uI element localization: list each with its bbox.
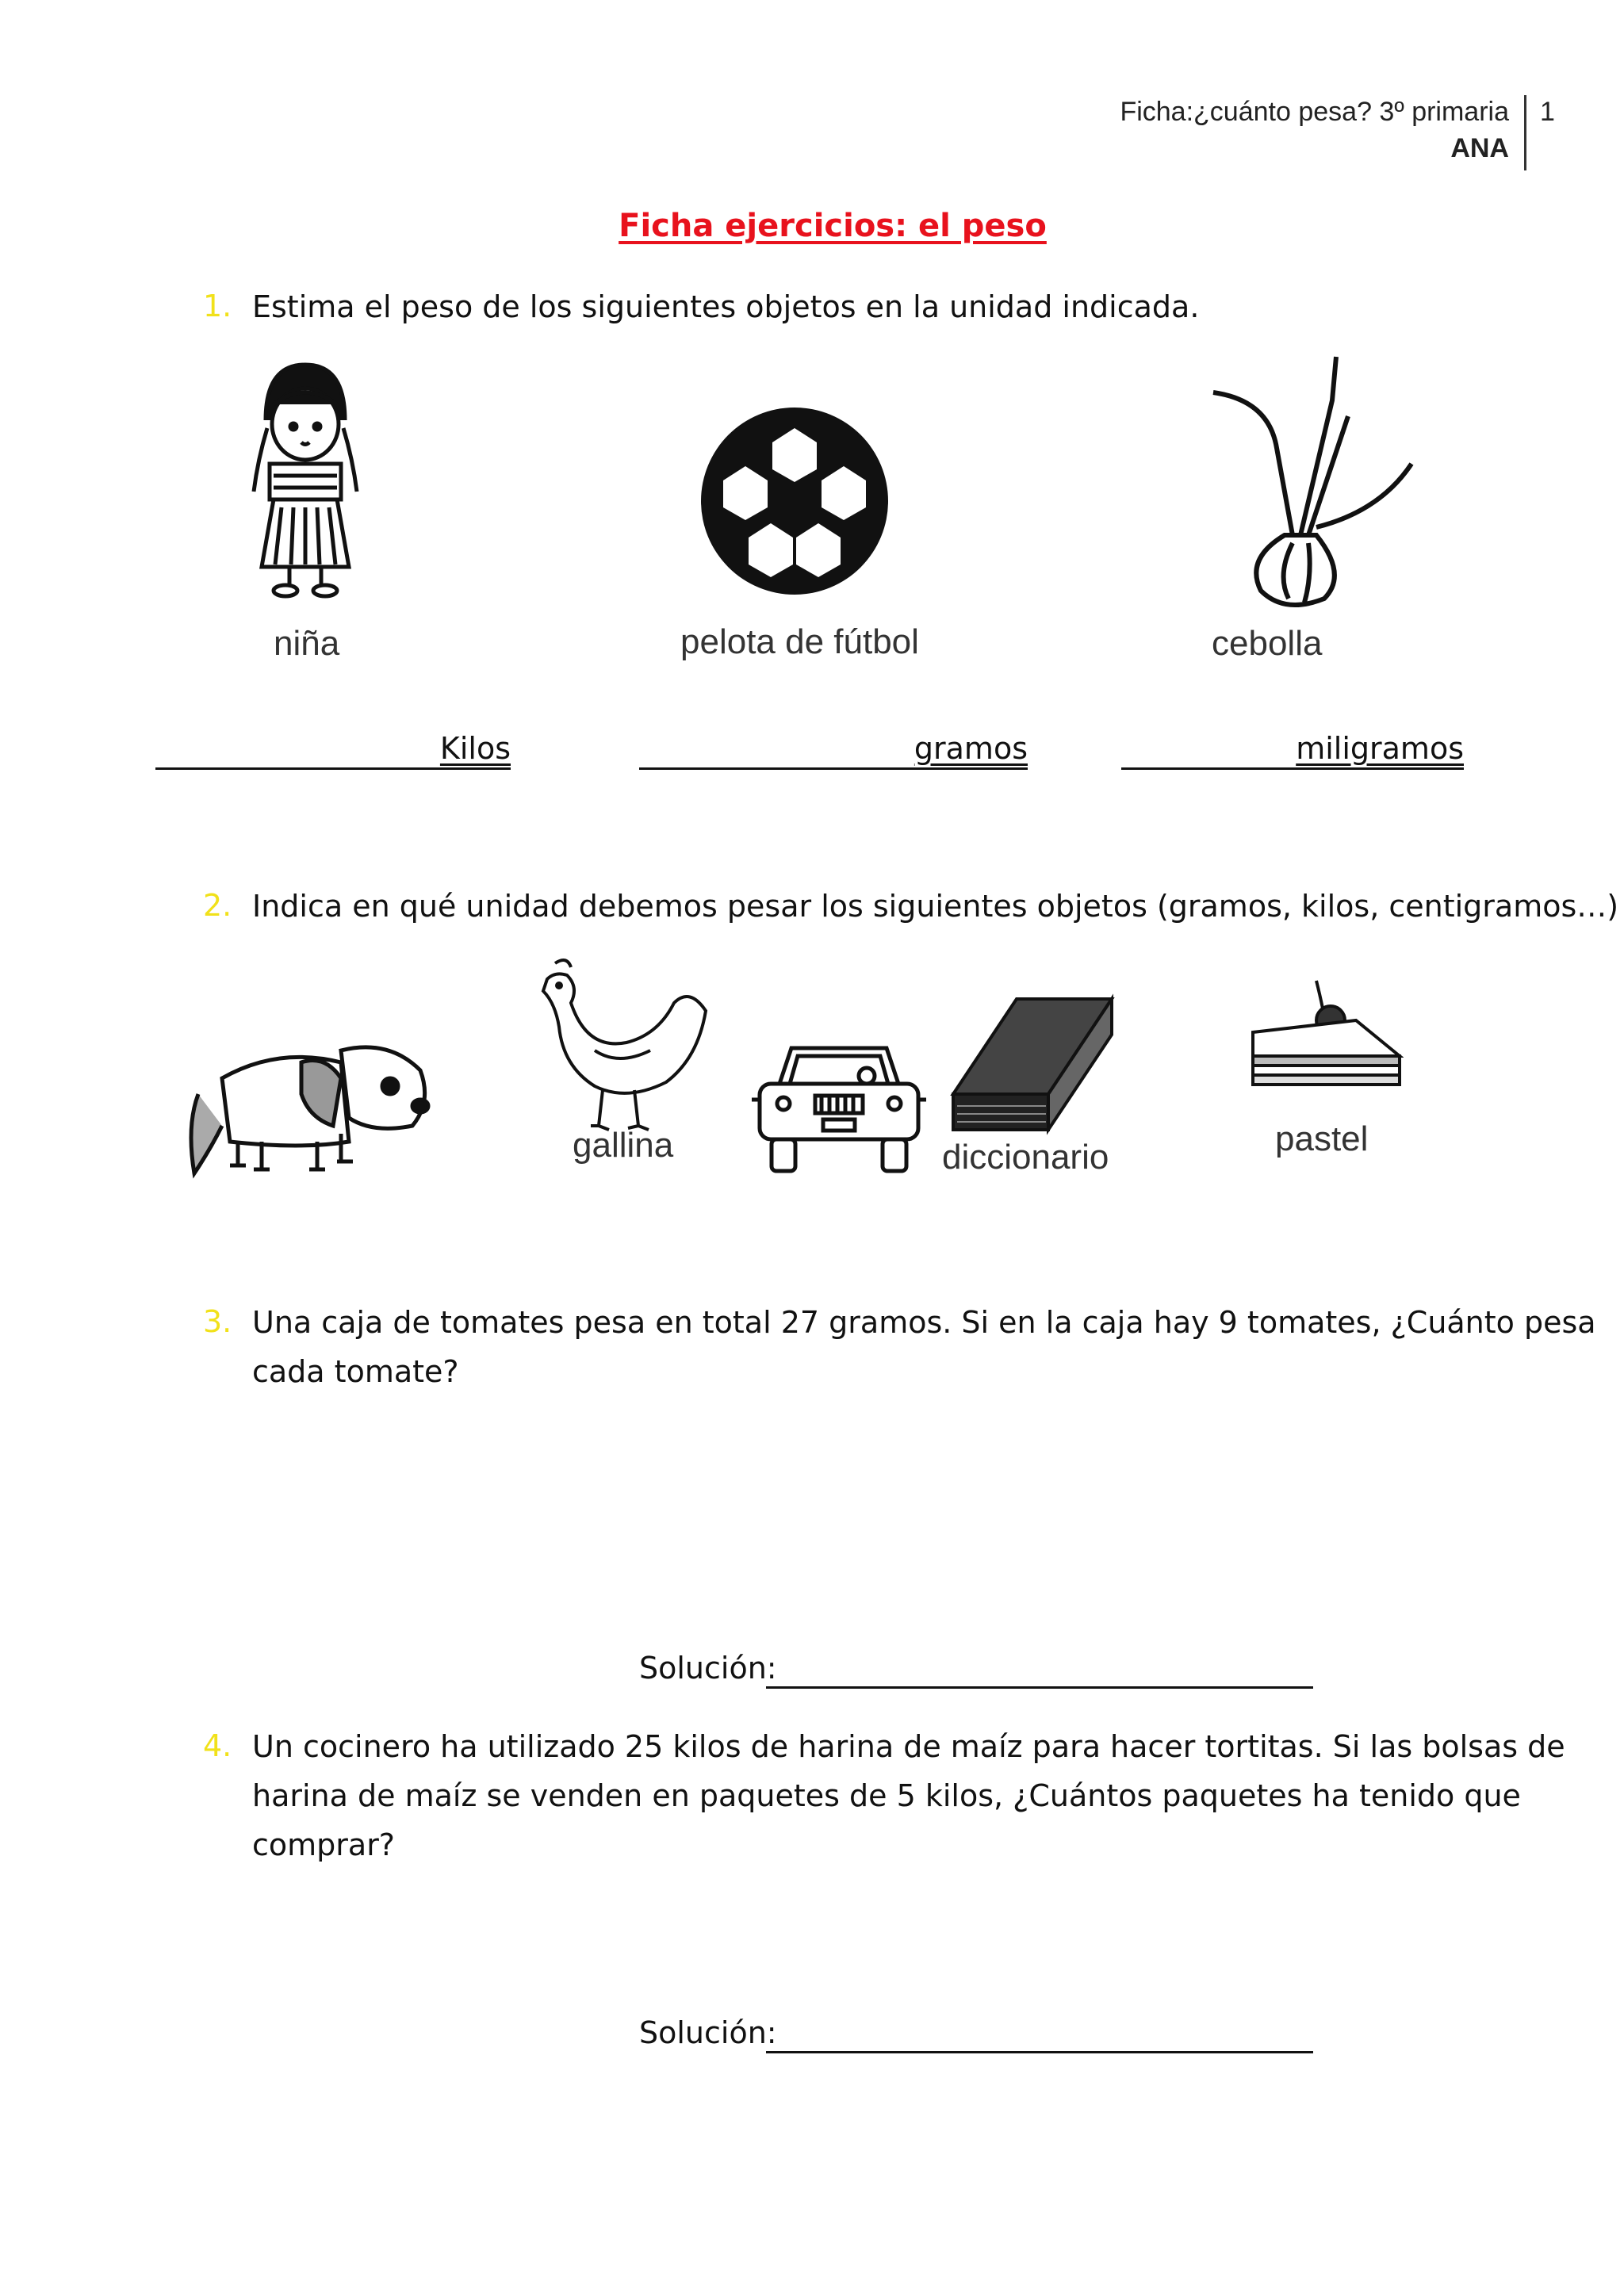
header-name: ANA [1450, 133, 1509, 163]
solution-label-3: Solución: [639, 1651, 777, 1686]
page-title: Ficha ejercicios: el peso [619, 208, 1047, 244]
girl-icon [226, 357, 385, 610]
hen-icon [523, 955, 722, 1154]
unit-gramos: gramos [914, 731, 1028, 766]
question-2-text: Indica en qué unidad debemos pesar los siguientes objetos (gramos, kilos, centigramos…) [252, 889, 1619, 924]
question-3-text-line1: Una caja de tomates pesa en total 27 gramos. Si en la caja hay 9 tomates, ¿Cuánto pesa [252, 1305, 1596, 1340]
answer-blank-miligramos[interactable] [1121, 729, 1464, 770]
image-label-cebolla: cebolla [1212, 624, 1323, 663]
question-3-text-line2: cada tomate? [252, 1354, 459, 1389]
cake-icon [1245, 977, 1404, 1096]
image-label-pelota: pelota de fútbol [680, 622, 919, 661]
image-label-nina: niña [274, 624, 340, 663]
question-1-number: 1. [203, 289, 232, 323]
solution-line-3[interactable] [766, 1686, 1313, 1689]
image-label-gallina: gallina [573, 1126, 674, 1165]
question-3-number: 3. [203, 1304, 232, 1339]
header-divider [1524, 95, 1526, 170]
question-2-number: 2. [203, 888, 232, 923]
soccer-ball-icon [698, 404, 892, 599]
unit-miligramos: miligramos [1296, 731, 1464, 766]
question-4-text-line2: harina de maíz se venden en paquetes de 5 kilos, ¿Cuántos paquetes ha tenido que [252, 1778, 1521, 1813]
answer-blank-kilos[interactable] [155, 729, 511, 770]
page-number: 1 [1540, 97, 1555, 127]
header-title: Ficha:¿cuánto pesa? 3º primaria [1120, 97, 1509, 127]
question-4-text-line3: comprar? [252, 1827, 395, 1862]
car-icon [752, 1040, 926, 1177]
solution-line-4[interactable] [766, 2051, 1313, 2053]
image-label-diccionario: diccionario [942, 1138, 1109, 1177]
question-1-text: Estima el peso de los siguientes objetos en la unidad indicada. [252, 289, 1200, 324]
onion-icon [1197, 353, 1419, 614]
solution-label-4: Solución: [639, 2015, 777, 2050]
book-icon [945, 991, 1120, 1142]
question-4-text-line1: Un cocinero ha utilizado 25 kilos de harina de maíz para hacer tortitas. Si las bolsas de [252, 1729, 1565, 1764]
answer-blank-gramos[interactable] [639, 729, 1028, 770]
question-4-number: 4. [203, 1728, 232, 1763]
image-label-pastel: pastel [1275, 1119, 1369, 1158]
dog-icon [182, 1031, 436, 1181]
unit-kilos: Kilos [439, 731, 511, 766]
